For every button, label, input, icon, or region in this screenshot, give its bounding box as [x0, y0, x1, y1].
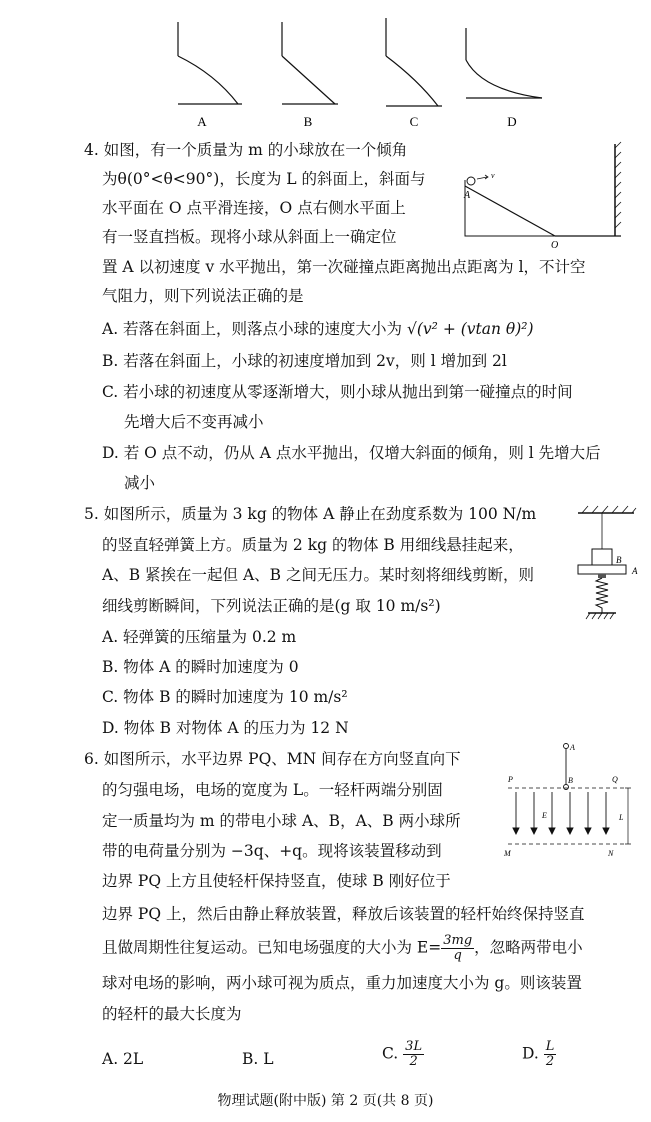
- q5-spring-cap: [598, 574, 606, 578]
- q6-label-a: A: [570, 743, 575, 752]
- q6-label-b: B: [568, 776, 573, 785]
- q6-option-b: B. L: [242, 1050, 274, 1068]
- q4-option-d-line-1: D. 若 O 点不动，仍从 A 点水平抛出，仅增大斜面的倾角，则 l 先增大后: [102, 444, 601, 462]
- page-footer: 物理试题(附中版) 第 2 页(共 8 页): [217, 1093, 434, 1109]
- q6-e-den: q: [453, 948, 462, 963]
- q5-stem-line-1: 5. 如图所示，质量为 3 kg 的物体 A 静止在劲度系数为 100 N/m: [84, 505, 537, 523]
- q6-stem-line-9: 的轻杆的最大长度为: [102, 1005, 242, 1023]
- q4-stem-line-2: 为θ(0°<θ<90°)，长度为 L 的斜面上，斜面与: [102, 170, 426, 188]
- q6-stem-line-2: 的匀强电场，电场的宽度为 L。一轻杆两端分别固: [102, 781, 443, 799]
- graph-d: [466, 28, 542, 98]
- q6-label-l: L: [619, 813, 624, 822]
- q6-label-e: E: [542, 811, 547, 820]
- q6-option-d-num: L: [545, 1039, 555, 1054]
- q6-stem-line-5: 边界 PQ 上方且使轻杆保持竖直，使球 B 刚好位于: [102, 872, 451, 890]
- q6-option-c-label: C.: [382, 1044, 399, 1063]
- q5-label-a: A: [632, 566, 638, 576]
- q6-label-p: P: [508, 775, 513, 784]
- q5-stem-line-2: 的竖直轻弹簧上方。质量为 2 kg 的物体 B 用细线悬挂起来，: [102, 536, 524, 554]
- q6-stem-line-3: 定一质量均为 m 的带电小球 A、B，A、B 两小球所: [102, 812, 461, 830]
- q6-option-d-den: 2: [545, 1054, 555, 1069]
- q6-option-c-fraction: [403, 1040, 424, 1069]
- q6-stem-line-7-text: 且做周期性往复运动。已知电场强度的大小为 E=: [102, 938, 442, 957]
- q6-ball-b: [564, 785, 569, 790]
- q6-field-arrows: [513, 792, 609, 834]
- q5-option-b: B. 物体 A 的瞬时加速度为 0: [102, 658, 299, 676]
- q6-option-c-num: 3L: [405, 1039, 423, 1054]
- q4-incline-surface: [465, 186, 555, 236]
- q4-figure: [455, 138, 635, 250]
- q4-option-a-formula: √(v² + (vtan θ)²): [407, 320, 534, 338]
- graph-label-b: B: [303, 114, 313, 129]
- q5-block-b: [592, 549, 612, 565]
- q4-stem-line-5: 置 A 以初速度 v 水平抛出，第一次碰撞点距离抛出点距离为 l，不计空: [102, 258, 586, 276]
- q6-option-c: [382, 1040, 424, 1069]
- q6-stem-line-8: 球对电场的影响，两小球可视为质点，重力加速度大小为 g。则该装置: [102, 974, 582, 992]
- q6-label-m: M: [504, 849, 511, 858]
- graph-b: [282, 22, 338, 104]
- q4-label-v: v: [491, 171, 495, 180]
- q5-label-b: B: [616, 555, 622, 565]
- q6-label-n: N: [608, 849, 614, 858]
- q4-stem-line-1: 4. 如图，有一个质量为 m 的小球放在一个倾角: [84, 141, 408, 159]
- q6-stem-line-6: 边界 PQ 上，然后由静止释放装置，释放后该装置的轻杆始终保持竖直: [102, 905, 585, 923]
- q4-option-b: B. 若落在斜面上，小球的初速度增加到 2v，则 l 增加到 2l: [102, 352, 507, 370]
- q4-label-a: A: [464, 190, 471, 201]
- q6-option-a: A. 2L: [102, 1050, 144, 1068]
- q6-ball-a: [564, 744, 569, 749]
- q5-block-a: [578, 565, 626, 574]
- q4-stem-line-3: 水平面在 O 点平滑连接，O 点右侧水平面上: [102, 199, 406, 217]
- q4-label-o: O: [551, 240, 559, 250]
- q4-option-d-line-2: 减小: [124, 474, 156, 492]
- graph-label-a: A: [197, 114, 207, 129]
- q4-wall-hatch: [615, 142, 621, 228]
- q6-option-c-den: 2: [409, 1054, 418, 1069]
- q6-label-q: Q: [612, 775, 618, 784]
- q6-option-d: [522, 1040, 556, 1069]
- graph-label-c: C: [409, 114, 419, 129]
- q4-stem-line-6: 气阻力，则下列说法正确的是: [102, 287, 304, 305]
- q5-spring: [596, 578, 608, 613]
- q6-stem-line-7: [102, 934, 583, 963]
- graph-c: [386, 18, 442, 106]
- q4-incline-base: [465, 180, 555, 236]
- q5-option-c: C. 物体 B 的瞬时加速度为 10 m/s²: [102, 688, 348, 706]
- q5-option-a: A. 轻弹簧的压缩量为 0.2 m: [102, 628, 297, 646]
- q5-option-d: D. 物体 B 对物体 A 的压力为 12 N: [102, 719, 349, 737]
- q4-option-c-line-1: C. 若小球的初速度从零逐渐增大，则小球从抛出到第一碰撞点的时间: [102, 383, 573, 401]
- graph-label-d: D: [507, 114, 517, 129]
- q6-e-fraction: [441, 934, 474, 963]
- q4-option-a: [102, 318, 534, 340]
- q4-option-a-text: A. 若落在斜面上，则落点小球的速度大小为: [102, 320, 403, 338]
- q4-ball: [467, 177, 475, 185]
- answer-graphs-figure: [160, 12, 560, 137]
- q4-option-c-line-2: 先增大后不变再减小: [124, 413, 264, 431]
- q6-figure: [500, 740, 640, 860]
- q6-option-d-label: D.: [522, 1044, 539, 1063]
- q6-option-d-fraction: [544, 1040, 557, 1069]
- q5-stem-line-4: 细线剪断瞬间，下列说法正确的是(g 取 10 m/s²): [102, 597, 441, 615]
- q6-e-num: 3mg: [443, 933, 473, 948]
- q6-stem-line-1: 6. 如图所示，水平边界 PQ、MN 间存在方向竖直向下: [84, 750, 461, 768]
- q6-stem-line-7-tail: ，忽略两带电小: [474, 938, 583, 957]
- q5-figure: [570, 503, 642, 633]
- q5-stem-line-3: A、B 紧挨在一起但 A、B 之间无压力。某时刻将细线剪断，则: [102, 566, 534, 584]
- graph-a: [178, 22, 242, 104]
- q4-stem-line-4: 有一竖直挡板。现将小球从斜面上一确定位: [102, 228, 397, 246]
- q5-ceiling-hatch: [582, 506, 636, 513]
- q5-floor-hatch: [586, 613, 614, 619]
- q6-stem-line-4: 带的电荷量分别为 −3q、+q。现将该装置移动到: [102, 842, 442, 860]
